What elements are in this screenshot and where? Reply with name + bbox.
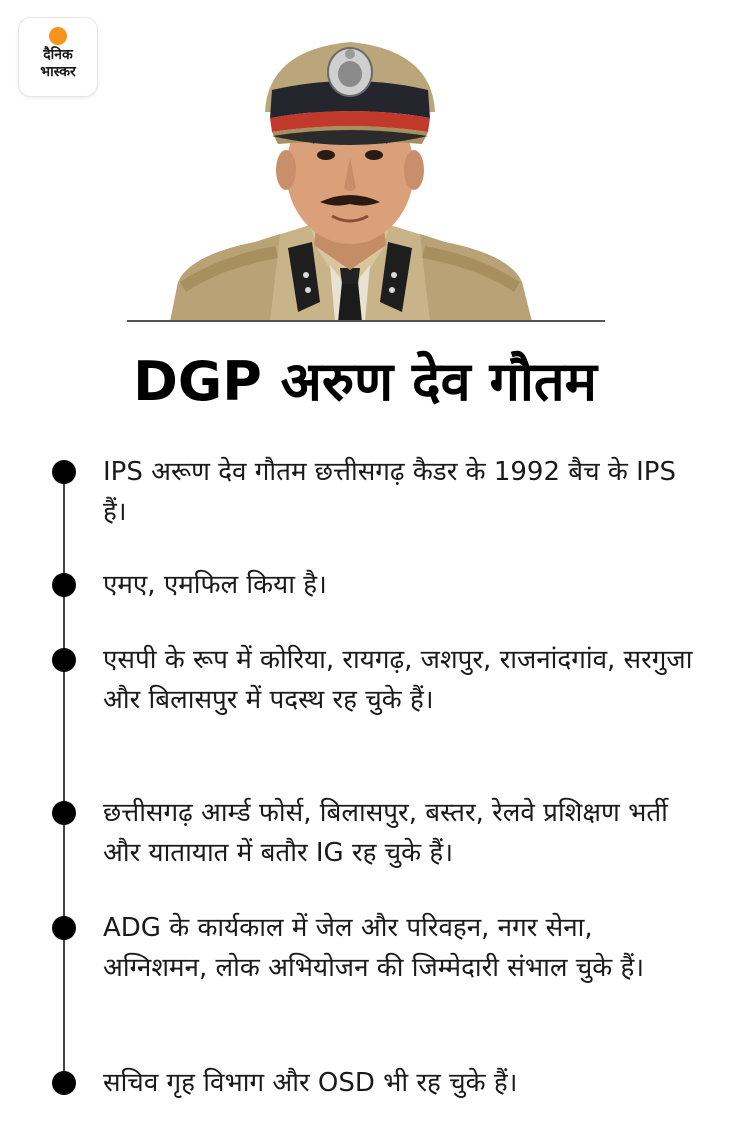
- bullet-dot: [52, 648, 76, 672]
- list-item-text: एमए, एमफिल किया है।: [103, 570, 327, 600]
- dainik-bhaskar-logo: [19, 18, 97, 96]
- list-item-text: IPS अरूण देव गौतम छत्तीसगढ़ कैडर के 1992 बैच के IPS हैं।: [103, 457, 676, 527]
- list-item-text: ADG के कार्यकाल में जेल और परिवहन, नगर सेना, अग्निशमन, लोक अभियोजन की जिम्मेदारी संभाल चुके हैं।: [103, 913, 645, 983]
- list-item-text: एसपी के रूप में कोरिया, रायगढ़, जशपुर, राजनांदगांव, सरगुजा और बिलासपुर में पदस्थ रह चुके हैं।: [103, 645, 693, 715]
- divider-line: [127, 320, 605, 322]
- officer-portrait: [160, 20, 540, 322]
- bullet-dot: [52, 1071, 76, 1095]
- timeline-line: [63, 470, 65, 1085]
- bullet-dot: [52, 460, 76, 484]
- bullet-dot: [52, 916, 76, 940]
- list-item-text: छत्तीसगढ़ आर्म्ड फोर्स, बिलासपुर, बस्तर, रेलवे प्रशिक्षण भर्ती और यातायात में बतौर IG रह चुके हैं।: [103, 798, 668, 868]
- bullet-dot: [52, 573, 76, 597]
- logo-line-1: दैनिक: [43, 47, 73, 63]
- bullet-dot: [52, 801, 76, 825]
- list-item-text: सचिव गृह विभाग और OSD भी रह चुके हैं।: [103, 1068, 518, 1098]
- logo-line-2: भास्कर: [40, 64, 76, 80]
- sun-icon: [49, 27, 67, 45]
- page-title: DGP अरुण देव गौतम: [133, 350, 597, 413]
